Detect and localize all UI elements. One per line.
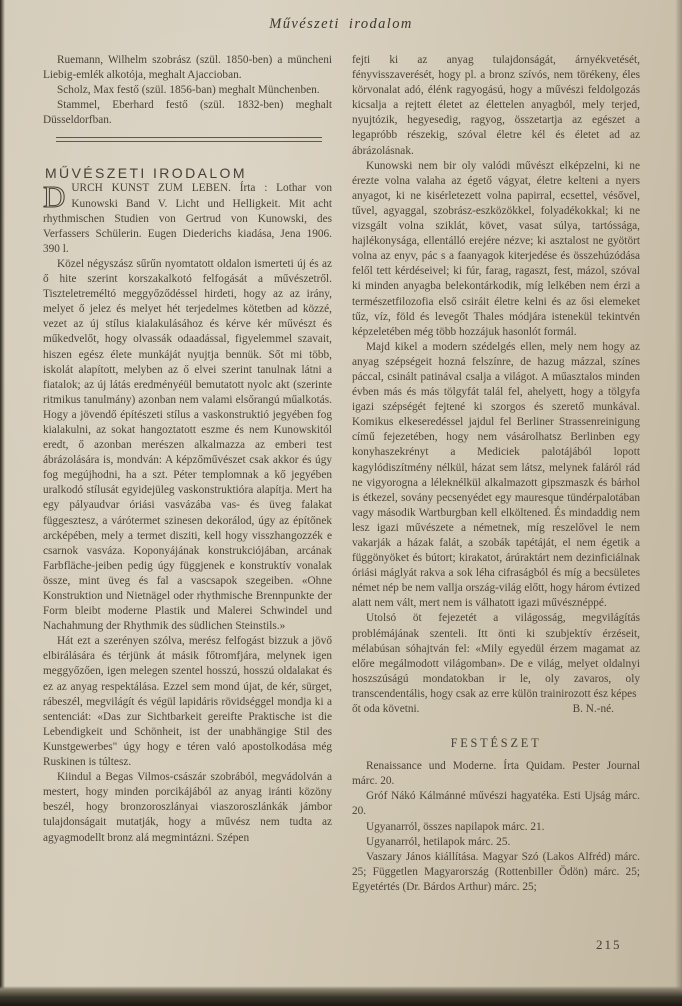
- festeszet-item: Ugyanarról, összes napilapok márc. 21.: [366, 820, 545, 833]
- festeszet-item: Ugyanarról, hetilapok márc. 25.: [366, 835, 511, 848]
- body-paragraph: Hát ezt a szerényen szólva, merész felfogást bizzuk a jövő elbirálására és térjünk át másik főtromfjára, melynek igen meggyőzően, igen melegen szentel hosszú, hosszú oldalakat és ez az anyag respektálása. Ezzel sem mond újat, de kér, sürget, rábeszél, megvilágít és végül lapidáris rövidséggel mondja ki a sentenciát: «Das zur Sichtbarkeit gereifte Praktische ist die Lebendigkeit und Schönheit, ist der unabhängige Stil des Kunstgewerbes" úgy hogy e téren való apostolkodása még Ruskinen is túltesz.: [43, 635, 332, 769]
- festeszet-item: Vaszary János kiállítása. Magyar Szó (Lakos Alfréd) márc. 25; Független Magyarország (Rottenbiller Ödön) márc. 25; Egyetértés (Dr. Bárdos Arthur) márc. 25;: [352, 850, 640, 893]
- body-paragraph: Kunowski nem bir oly valódi művészt elképzelni, ki ne érezte volna valaha az égető vágyat, életre kelteni a nyers anyagot, ki ne kisérletezett volna papirral, ecsettel, vésővel, tűvel, agyaggal, szobrász-eszközökkel, folyadékokkal; ki ne vizsgált volna sziklát, követ, vasat súlya, tartóssága, hajlékonysága, ellentálló erejére nézve; ki asztalost ne gyötört volna az enyv, pác s a faanyagok kiterjedése és összehúzódása felől tett kérdéseivel; ki fúr, farag, ragaszt, fest, mázol, szóval ki minden anyagba belekontárkodik, míg lelkében nem érzi a természetfilozofia első csiráit életre kelni és az ősi elemeket tűz, víz, föld és levegőt Thales módjára istenekül tekintvén képzeletében még több hozzájuk hasonlót formál.: [352, 159, 640, 338]
- necrology-entry: Ruemann, Wilhelm szobrász (szül. 1850-ben) a müncheni Liebig-emlék alkotója, meghalt Ajaccioban.: [43, 54, 332, 82]
- running-head: Művészeti irodalom: [269, 16, 413, 32]
- right-column: [352, 53, 640, 895]
- scan-edge-left: [0, 0, 5, 1006]
- closing-line: őt oda követni.: [352, 703, 420, 716]
- festeszet-item: Gróf Nákó Kálmánné művészi hagyatéka. Esti Ujság márc. 20.: [352, 790, 640, 818]
- body-paragraph: Utolsó öt fejezetét a világosság, megvilágítás problémájának szenteli. Itt önti ki szubjektív érzéseit, mélabúsan sóhajtván fel: «Mily egyedül érzem magamat az előre megálmodott világomban». De e világ, melyet oldalnyi hoszszúságú mondatokban ir le, oly zavaros, oly transcendentális, hogy csak az erre külön trainirozott ész képes: [352, 612, 640, 700]
- drop-cap-letter: D: [43, 179, 66, 215]
- signature-row: [352, 702, 640, 717]
- review-lead-paragraph: [43, 181, 332, 256]
- festeszet-heading: FESTÉSZET: [450, 736, 542, 751]
- necrology-entry: Stammel, Eberhard festő (szül. 1832-ben) meghalt Düsseldorfban.: [43, 99, 332, 127]
- necrology-entry: Scholz, Max festő (szül. 1856-ban) meghalt Münchenben.: [57, 84, 320, 97]
- scan-edge-right: [675, 0, 682, 1006]
- page-number: 215: [596, 937, 622, 952]
- body-paragraph: Kiindul a Begas Vilmos-császár szobrából, megvádolván a mestert, hogy minden porcikájából az anyag iránti közöny beszél, hogy bronzoroszlányai viaszoroszlánkák jámbor tulajdonságait mutatják, hogy a művész nem tudta az agyagmodellt bronz alá megmintázni. Szépen: [43, 771, 332, 844]
- scan-edge-bottom: [0, 986, 682, 1006]
- reviewer-signature: B. N.-né.: [572, 703, 614, 716]
- review-lead-text: URCH KUNST ZUM LEBEN. Írta : Lothar von Kunowski Band V. Licht und Helligkeit. Mit acht rhythmischen Studien von Gertrud von Kunowski, des Verfassers Schülerin. Eugen Diederichs kiadása, Jena 1906. 390 l.: [43, 182, 332, 255]
- body-paragraph: Közel négyszász sűrűn nyomtatott oldalon ismerteti új és az ő hite szerint korszakalkotó felfogását a művészetről. Tiszteletreméltó meggyőződéssel hirdeti, hogy az az irány, melyet ő jelez és melyet hét terjedelmes kötetben ad közzé, vezet az új stílus kialakulásához és kérve kér művészt és műkedvelőt, hogy olvassák odaadással, figyelemmel szavait, hiszen egész élete munkáját nyujtja bennük. Sőt mi több, iskolát alapított, melyben az ő elvei szerint tanulnak látni a fiatalok; az új látás eredményéül bemutatott nyolc akt (szerinte ritmikus tanulmány) azonban nem valami elsőrangú műalkotás. Hogy a jövendő építészeti stílus a vaskonstruktió jegyében fog kialakulni, az sokat hangoztatott eszme és nem Kunowskitól eredt, ő azonban merészen alkalmazza az emberi test ábrázolására is, mondván: A képzőművészet csak akkor és úgy fog megújhodni, ha a szt. Péter templomnak a kő jegyében uralkodó stílusát egyidejüleg vaskonstruktióra alapítja. Mert ha egy pályaudvar óriási vasvázába vas- és üveg falakat függesztesz, a várótermet szinesen dekorálod, úgy az építőnek arcképében, mely a termet disziti, kell hogy visszhangozzék e csarnok vasváza. Koponyájának konstrukciójában, arcának Farbfläche-jeiben pedig úgy függjenek e konstruktív vonalak össze, mint üveg és fal a vascsapok szegeiben. «Ohne Konstruktion und Nietnägel oder rhythmische Brennpunkte der Form bleibt moderne Plastik und Malerei Schwindel und Nachahmung der Rhythmik des südlichen Steinstils.»: [43, 257, 332, 633]
- body-paragraph: fejti ki az anyag tulajdonságát, árnyékvetését, fényvisszaverését, hogy pl. a bronz szívós, nem törékeny, éles körvonalat adó, élénk ragyogású, hogy a művészi feldolgozás kicsalja a rejtett életet az élettelen anyagból, mely terjed, nyujtózik, hegyesedig, ragyog, összetartja az egészet a legapróbb részekig, szóval életre kél és életet ad az ábrázolásnak.: [352, 54, 640, 157]
- body-paragraph: Majd kikel a modern szédelgés ellen, mely nem hogy az anyag szépségeit hozná felszínre, de hazug mázzal, színes páccal, csinált patinával csalja a világot. A műasztalos minden évben más és más tölgyfát talál fel, ahelyett, hogy a tölgyfa igazi szépségét fejtené ki szorgos és szerető munkával. Komikus elkeseredéssel jajdul fel Berliner Strassenreinigung című fejezetében, hogy nem vásárolhatsz Berlinben egy konyhaszekrényt a Mediciek palotájából lopott kagylódiszítmény nélkül, házat sem látsz, melynek faláról rád ne vigyorogna a léleknélkül alkalmazott gipszmaszk és bárhol is étkezel, sovány pecsenyédet egy mauresque tündérpalotában vagy második Wartburgban kell elköltened. És mindaddig nem lesz igazi művészete a németnek, míg reszelővel le nem vakarják a házak falát, a szobák tapétáját, el nem égetik a függönyöket és bútort; kirakatot, árúraktárt nem dezinficiálnak óriási máglyát rakva a sok léha cifraságból és míg a becsületes német nép be nem vallja ország-világ előtt, hogy három évtized alatt nem vált, mert nem is válhatott igazi művésznéppé.: [352, 340, 640, 610]
- left-column: [43, 53, 332, 846]
- section-heading: MŰVÉSZETI IRODALOM: [45, 165, 247, 182]
- festeszet-item: Renaissance und Moderne. Írta Quidam. Pester Journal márc. 20.: [352, 760, 640, 788]
- double-rule-divider: [56, 137, 322, 142]
